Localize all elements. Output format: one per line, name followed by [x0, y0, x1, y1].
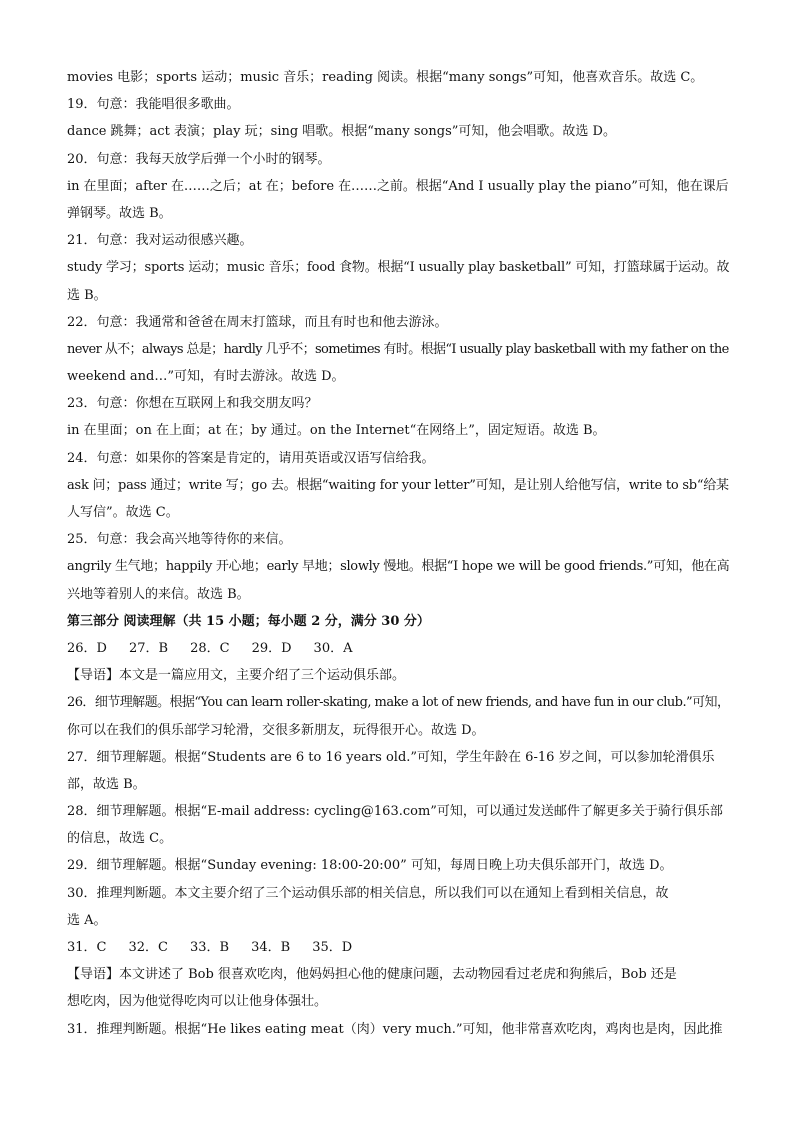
text-line: 20．句意：我每天放学后弹一个小时的钢琴。 — [67, 151, 331, 167]
text-line: 【导语】本文讲述了 Bob 很喜欢吃肉，他妈妈担心他的健康问题，去动物园看过老虎和狗熊后，Bob 还是 — [67, 967, 677, 983]
text-line: 19．句意：我能唱很多歌曲。 — [67, 97, 240, 113]
text-line: never 从不；always 总是；hardly 几乎不；sometimes 有时。根据“I usually play basketball with my father on the — [67, 341, 729, 357]
text-line: 29．细节理解题。根据“Sunday evening: 18:00-20:00” 可知，每周日晚上功夫俱乐部开门，故选 D。 — [67, 858, 673, 874]
answer-item: 32．C — [128, 940, 168, 955]
text-line: 兴地等着别人的来信。故选 B。 — [67, 586, 250, 602]
text-line: 部，故选 B。 — [67, 776, 146, 792]
text-line: 30．推理判断题。本文主要介绍了三个运动俱乐部的相关信息，所以我们可以在通知上看到相关信息，故 — [67, 885, 669, 901]
answer-item: 33．B — [190, 940, 230, 955]
answer-item: 27．B — [128, 640, 169, 656]
text-line: 选 B。 — [67, 287, 107, 303]
text-line: in 在里面；after 在……之后；at 在；before 在……之前。根据“And I usually play the piano”可知，他在课后 — [67, 178, 729, 194]
text-line: angrily 生气地；happily 开心地；early 早地；slowly 慢地。根据“I hope we will be good friends.”可知，他在高 — [67, 559, 730, 575]
document-body — [67, 64, 729, 1043]
text-line: 的信息，故选 C。 — [67, 831, 173, 847]
answer-item: 30．A — [313, 640, 353, 656]
text-line: 弹钢琴。故选 B。 — [67, 205, 172, 221]
text-line: 选 A。 — [67, 912, 107, 928]
text-line: dance 跳舞；act 表演；play 玩；sing 唱歌。根据“many songs”可知，他会唱歌。故选 D。 — [67, 124, 616, 140]
answer-item: 28．C — [190, 640, 230, 656]
text-line: 你可以在我们的俱乐部学习轮滑，交很多新朋友，玩得很开心。故选 D。 — [67, 722, 485, 738]
answer-item: 35．D — [312, 940, 353, 955]
text-line: 28．细节理解题。根据“E-mail address: cycling@163.com”可知，可以通过发送邮件了解更多关于骑行俱乐部 — [67, 804, 723, 820]
text-line: study 学习；sports 运动；music 音乐；food 食物。根据“I usually play basketball” 可知，打篮球属于运动。故 — [67, 260, 730, 276]
answer-key-row — [67, 635, 729, 662]
text-line: weekend and…”可知，有时去游泳。故选 D。 — [67, 369, 345, 385]
text-line: 25．句意：我会高兴地等待你的来信。 — [67, 532, 292, 548]
text-line: ask 问；pass 通过；write 写；go 去。根据“waiting for your letter”可知，是让别人给他写信，write to sb“给某 — [67, 477, 729, 493]
text-line: 27．细节理解题。根据“Students are 6 to 16 years old.”可知，学生年龄在 6-16 岁之间，可以参加轮滑俱乐 — [67, 749, 715, 765]
answer-item: 34．B — [251, 940, 291, 955]
text-line: 24．句意：如果你的答案是肯定的，请用英语或汉语写信给我。 — [67, 450, 435, 466]
text-line: 23．句意：你想在互联网上和我交朋友吗？ — [67, 396, 318, 412]
text-line: 21．句意：我对运动很感兴趣。 — [67, 233, 253, 249]
answer-key-row — [67, 934, 729, 961]
section-heading: 第三部分 阅读理解（共 15 小题；每小题 2 分，满分 30 分） — [67, 613, 430, 629]
text-line: 【导语】本文是一篇应用文，主要介绍了三个运动俱乐部。 — [67, 668, 406, 684]
text-line: in 在里面；on 在上面；at 在；by 通过。on the Internet“在网络上”，固定短语。故选 B。 — [67, 423, 606, 439]
text-line: movies 电影；sports 运动；music 音乐；reading 阅读。根据“many songs”可知，他喜欢音乐。故选 C。 — [67, 70, 704, 85]
text-line: 想吃肉，因为他觉得吃肉可以让他身体强壮。 — [67, 994, 328, 1010]
answer-item: 31．C — [67, 940, 107, 955]
text-line: 22．句意：我通常和爸爸在周末打篮球，而且有时也和他去游泳。 — [67, 314, 448, 330]
text-line: 31．推理判断题。根据“He likes eating meat（肉）very much.”可知，他非常喜欢吃肉，鸡肉也是肉，因此推 — [67, 1021, 723, 1037]
answer-item: 26．D — [67, 640, 107, 656]
text-line: 26．细节理解题。根据“You can learn roller-skating, make a lot of new friends, and have fun in our club.”可知， — [67, 695, 730, 711]
answer-item: 29．D — [251, 640, 292, 656]
text-line: 人写信”。故选 C。 — [67, 505, 179, 520]
